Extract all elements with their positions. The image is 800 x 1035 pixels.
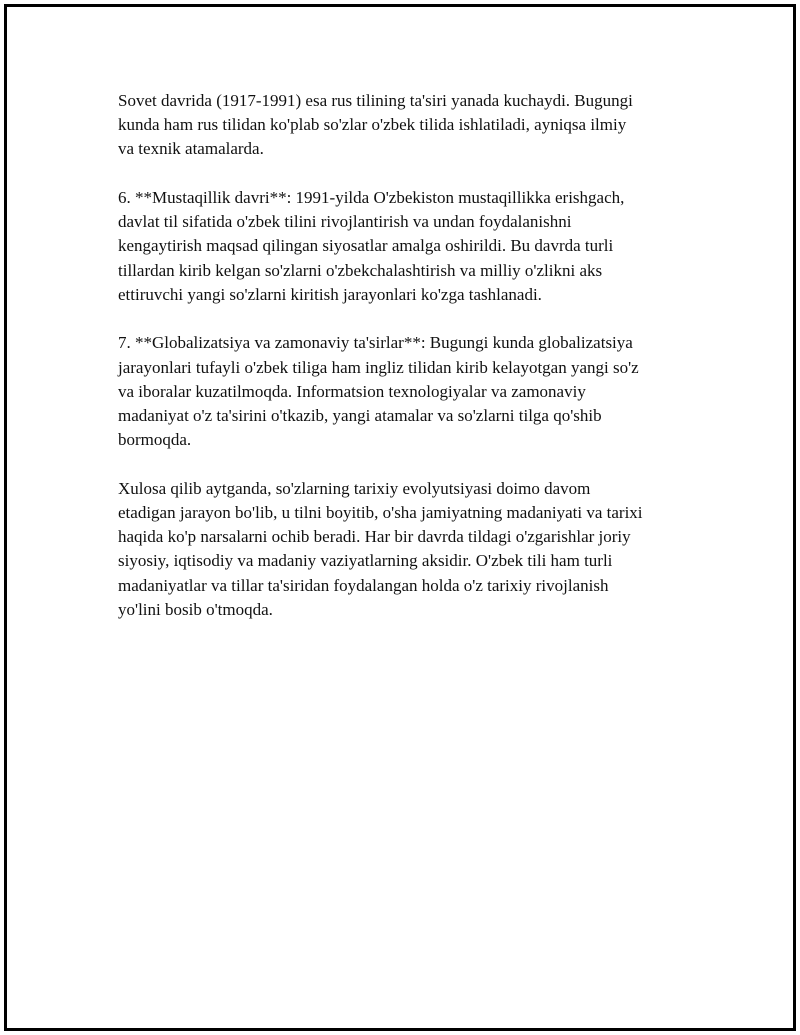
document-body	[118, 89, 688, 646]
paragraph-globalization: 7. **Globalizatsiya va zamonaviy ta'sirlar**: Bugungi kunda globalizatsiya jarayonlari tufayli o'zbek tiliga ham ingliz tilidan kirib kelayotgan yangi so'z va iboralar kuzatilmoqda. Informatsion texnologiyalar va zamonaviy madaniyat o'z ta'sirini o'tkazib, yangi atamalar va so'zlarni tilga qo'shib bormoqda.	[118, 333, 639, 450]
paragraph-soviet-period: Sovet davrida (1917-1991) esa rus tilining ta'siri yanada kuchaydi. Bugungi kunda ham rus tilidan ko'plab so'zlar o'zbek tilida ishlatiladi, ayniqsa ilmiy va texnik atamalarda.	[118, 91, 633, 159]
paragraph-conclusion: Xulosa qilib aytganda, so'zlarning tarixiy evolyutsiyasi doimo davom etadigan jarayon bo'lib, u tilni boyitib, o'sha jamiyatning madaniyati va tarixi haqida ko'p narsalarni ochib beradi. Har bir davrda tildagi o'zgarishlar joriy siyosiy, iqtisodiy va madaniy vaziyatlarning aksidir. O'zbek tili ham turli madaniyatlar va tillar ta'siridan foydalangan holda o'z tarixiy rivojlanish yo'lini bosib o'tmoqda.	[118, 478, 643, 619]
paragraph-independence-period: 6. **Mustaqillik davri**: 1991-yilda O'zbekiston mustaqillikka erishgach, davlat til sifatida o'zbek tilini rivojlantirish va undan foydalanishni kengaytirish maqsad qilingan siyosatlar amalga oshirildi. Bu davrda turli tillardan kirib kelgan so'zlarni o'zbekchalashtirish va milliy o'zlikni aks ettiruvchi yangi so'zlarni kiritish jarayonlari ko'zga tashlanadi.	[118, 188, 625, 304]
